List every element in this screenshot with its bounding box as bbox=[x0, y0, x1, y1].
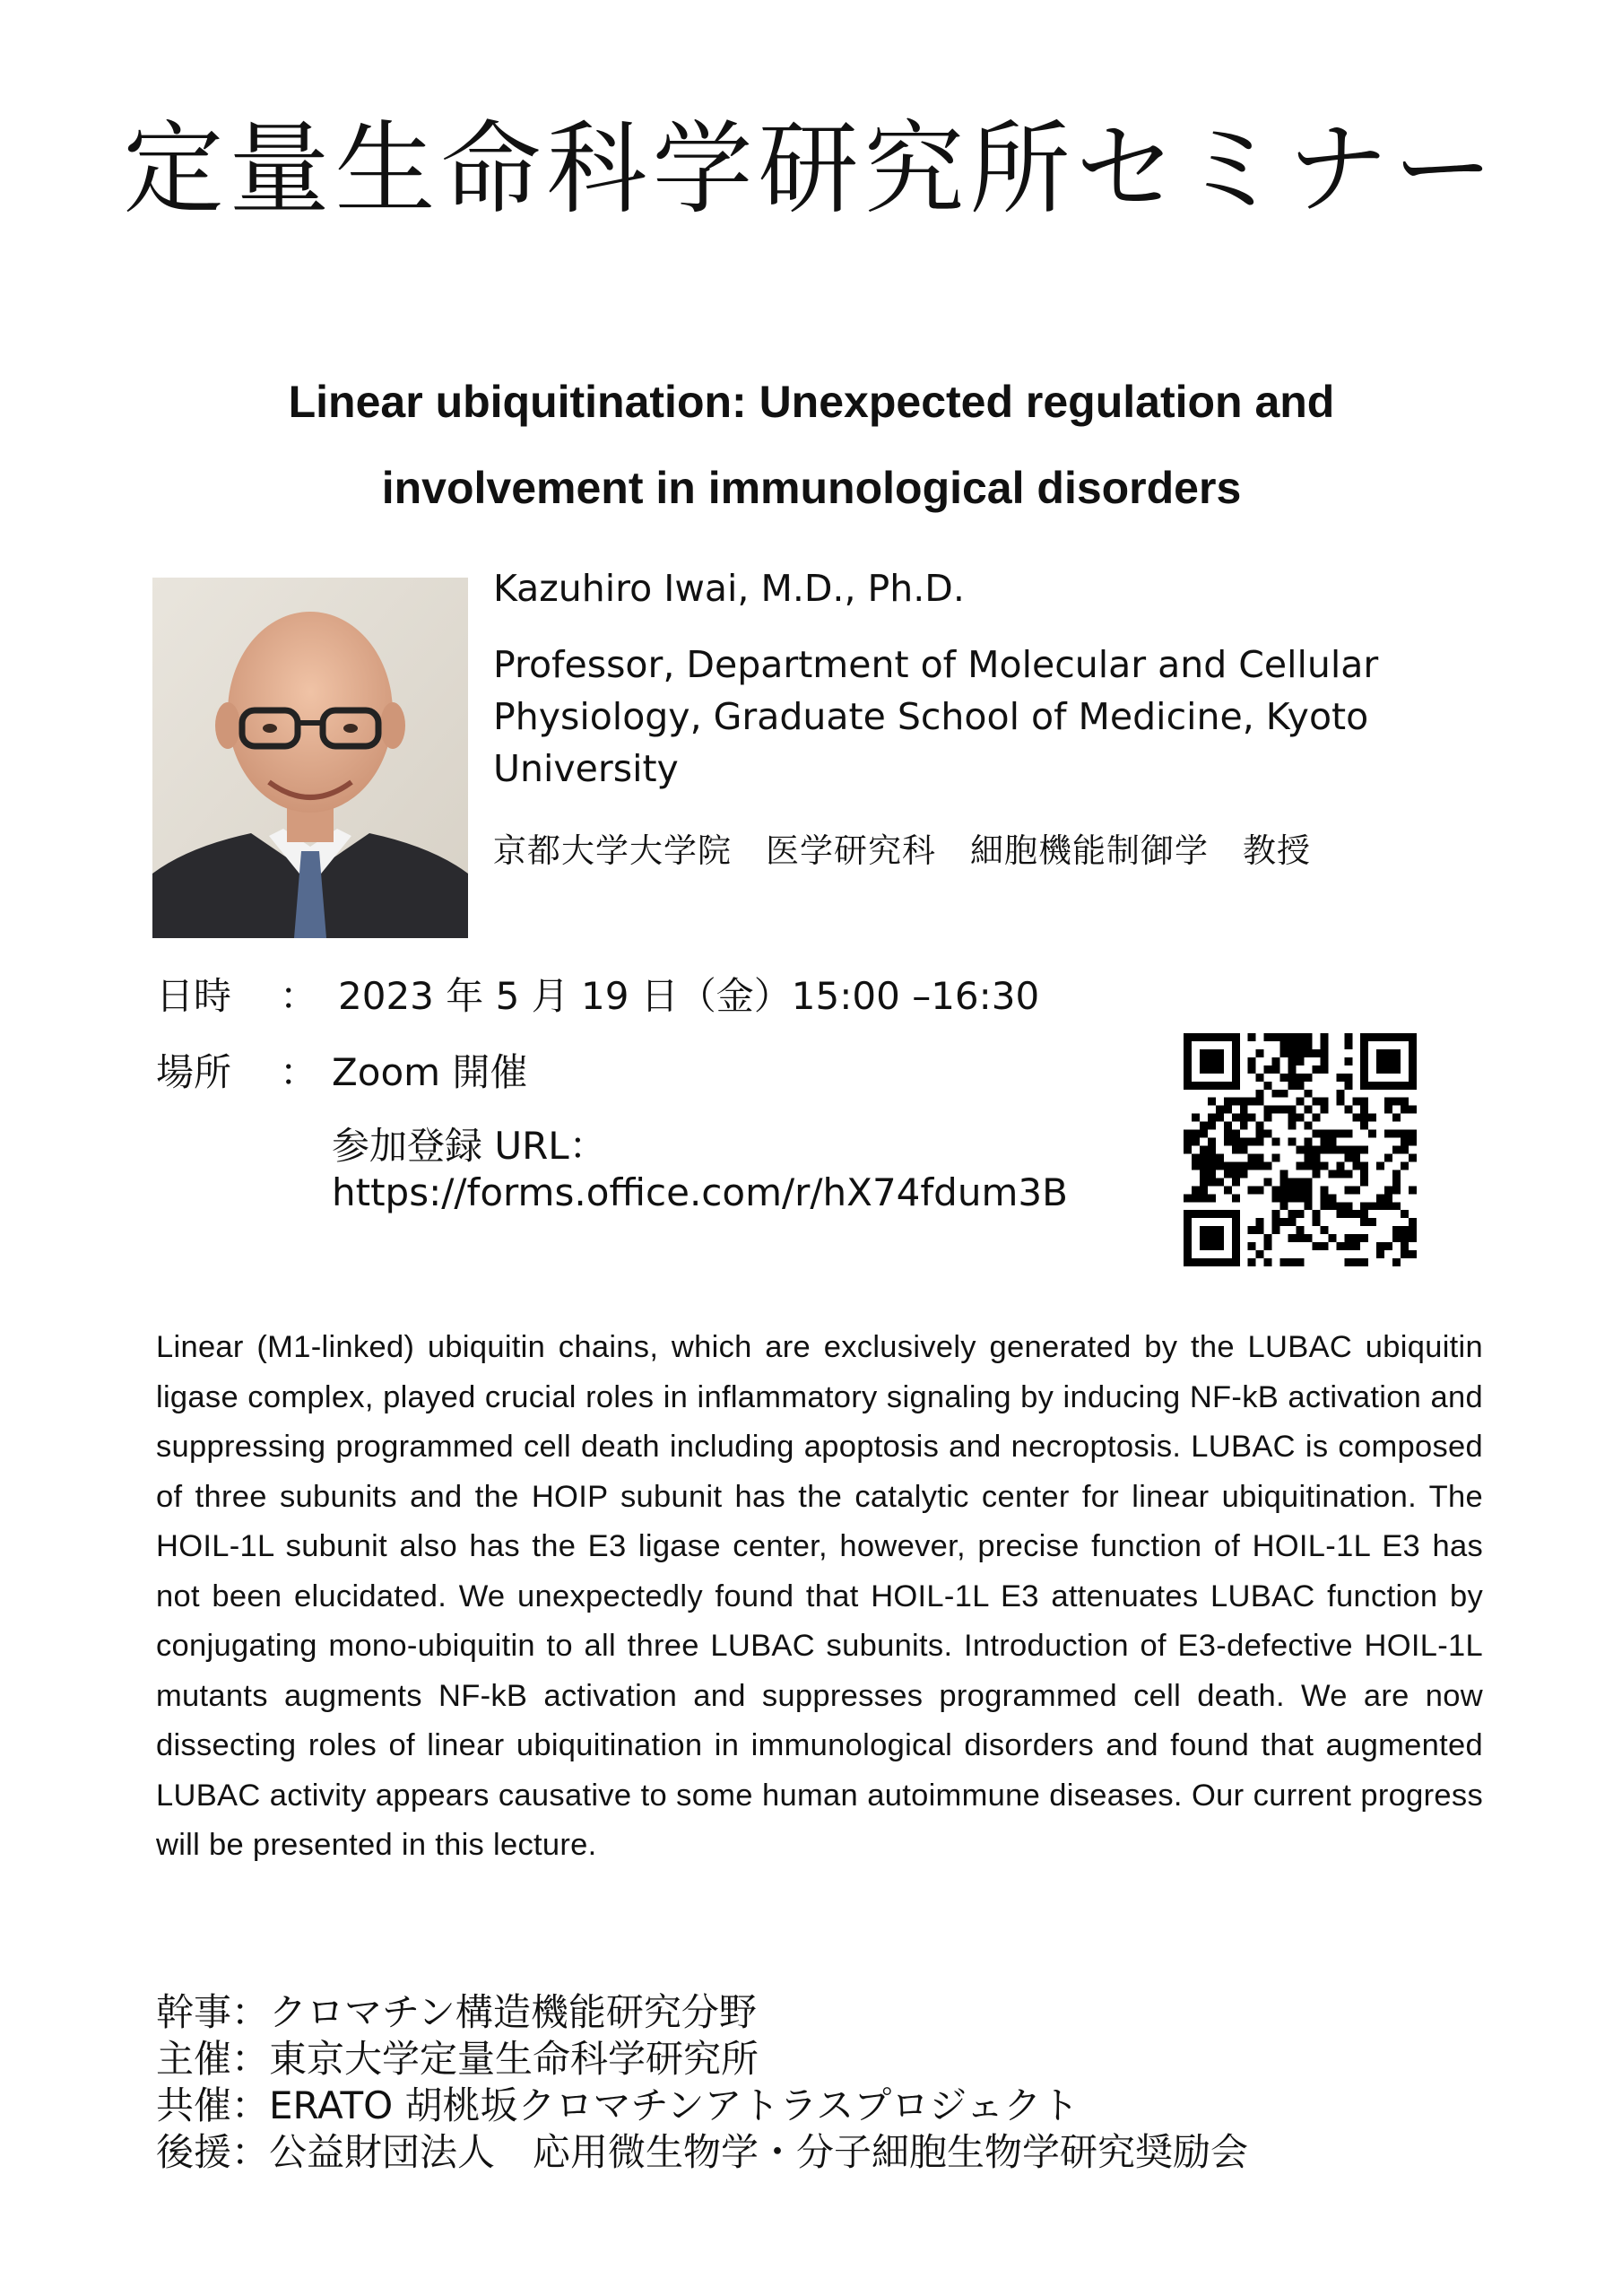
credit-support: 後援：公益財団法人 応用微生物学・分子細胞生物学研究奨励会 bbox=[156, 2130, 1249, 2174]
credit-host: 主催：東京大学定量生命科学研究所 bbox=[156, 2037, 759, 2081]
place-value: Zoom 開催 bbox=[332, 1050, 528, 1094]
speaker-name: Kazuhiro Iwai, M.D., Ph.D. bbox=[493, 567, 965, 610]
qr-code[interactable] bbox=[1184, 1033, 1417, 1266]
place-colon: ： bbox=[280, 1050, 318, 1094]
speaker-photo bbox=[152, 578, 468, 938]
talk-title-line-2: involvement in immunological disorders bbox=[381, 463, 1242, 513]
speaker-affiliation-ja: 京都大学大学院 医学研究科 細胞機能制御学 教授 bbox=[493, 831, 1311, 870]
talk-title-line-1: Linear ubiquitination: Unexpected regulation and bbox=[288, 377, 1335, 427]
date-label: 日時 bbox=[156, 974, 232, 1018]
speaker-affiliation-en: Professor, Department of Molecular and Cellular Physiology, Graduate School of Medicine, Kyoto University bbox=[493, 643, 1379, 790]
seminar-title: 定量生命科学研究所セミナー bbox=[123, 111, 1499, 228]
talk-title bbox=[161, 359, 1462, 531]
credit-organizer: 幹事：クロマチン構造機能研究分野 bbox=[156, 1990, 757, 2034]
date-colon: ： bbox=[280, 974, 318, 1018]
credits bbox=[156, 1989, 1248, 2176]
date-value: 2023 年 5 月 19 日（金）15:00 –16:30 bbox=[338, 974, 1040, 1018]
registration-url-link[interactable]: https://forms.office.com/r/hX74fdum3B bbox=[332, 1170, 1068, 1214]
abstract-text: Linear (M1-linked) ubiquitin chains, which are exclusively generated by the LUBAC ubiquitin ligase complex, played crucial roles in inflammatory signaling by inducing NF-kB activation and suppressing programmed cell death including apoptosis and necroptosis. LUBAC is composed of three subunits and the HOIP subunit has the catalytic center for linear ubiquitination. The HOIL-1L subunit also has the E3 ligase center, however, precise function of HOIL-1L E3 has not been elucidated. We unexpectedly found that HOIL-1L E3 attenuates LUBAC function by conjugating mono-ubiquitin to all three LUBAC subunits. Introduction of E3-defective HOIL-1L mutants augments NF-kB activation and suppresses programmed cell death. We are now dissecting roles of linear ubiquitination in immunological disorders and found that augmented LUBAC activity appears causative to some human autoimmune diseases. Our current progress will be presented in this lecture. bbox=[156, 1330, 1483, 1862]
credit-cohost: 共催：ERATO 胡桃坂クロマチンアトラスプロジェクト bbox=[156, 2083, 1080, 2127]
place-label: 場所 bbox=[156, 1050, 232, 1094]
registration-label: 参加登録 URL： bbox=[332, 1124, 607, 1168]
